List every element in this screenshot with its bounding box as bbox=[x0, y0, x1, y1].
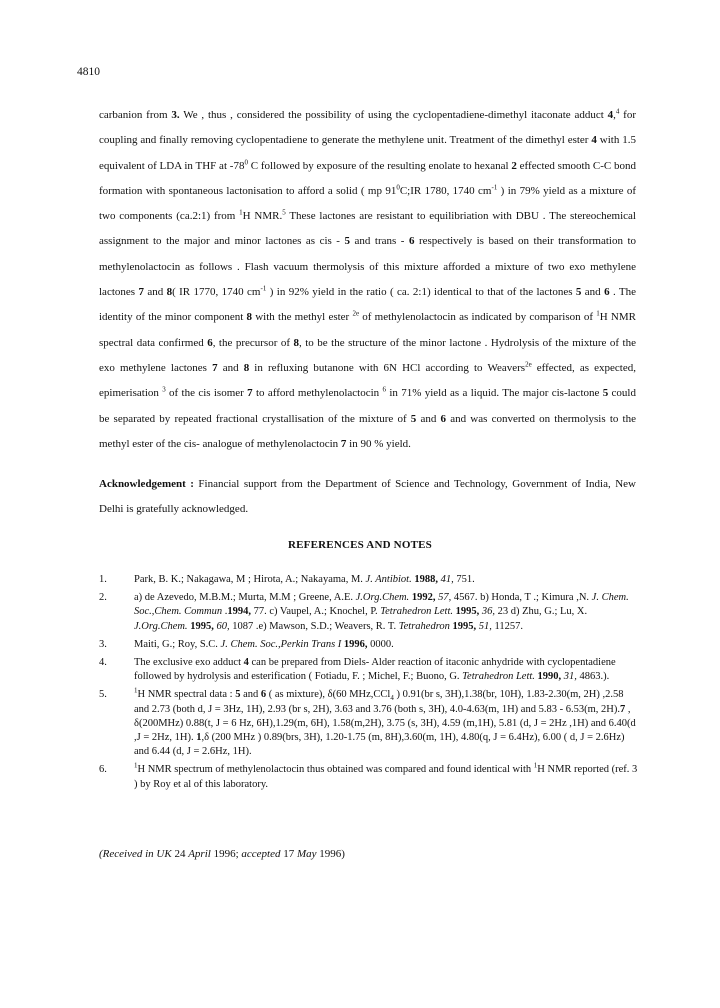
reference-item: 3. Maiti, G.; Roy, S.C. J. Chem. Soc.,Perkin Trans I 1996, 0000. bbox=[99, 638, 394, 650]
references-list bbox=[99, 573, 639, 796]
reference-item: 4. The exclusive exo adduct 4 can be prepared from Diels- Alder reaction of itaconic anhydride with cyclopentadiene followed by hydrolysis and esterification ( Fotiadu, F. ; Michel, F.; Buono, G. Tetrahedron Lett. 1990, 31, 4863.). bbox=[99, 657, 616, 683]
reference-item: 5. $^1$H NMR spectral data : 5 and 6 ( as mixture), δ(60 MHz,CCl$_4$ ) 0.91(br s, 3H),1.38(br, 10H), 1.83-2.30(m, 2H) ,2.58 and 2.73 (both d, J = 3Hz, 1H), 2.93 (br s, 2H), 3.63 and 3.76 (both s, 3H), 4.0-4.63(m, 1H) and 5.83 - 6.53(m, 2H).7 , δ(200MHz) 0.88(t, J = 6 Hz, 6H),1.29(m, 6H), 1.58(m,2H), 3.75 (s, 3H), 4.59 (m,1H), 5.81 (d, J = 2Hz ,1H) and 6.40(d ,J = 2Hz, 1H). 1,δ (200 MHz ) 0.89(brs, 3H), 1.20-1.75 (m, 8H),3.60(m, 1H), 4.80(q, J = 6.4Hz), 6.00 ( d, J = 2.6Hz) and 6.44 (d, J = 2.6Hz, 1H). bbox=[99, 686, 636, 758]
page-number: 4810 bbox=[77, 66, 100, 78]
acknowledgement: Acknowledgement : Financial support from the Department of Science and Technology, Government of India, New Delhi is gratefully acknowledged. bbox=[99, 478, 636, 515]
received-note: (Received in UK 24 April 1996; accepted 17 May 1996) bbox=[99, 848, 345, 860]
references-heading: REFERENCES AND NOTES bbox=[288, 539, 432, 551]
reference-item: 2. a) de Azevedo, M.B.M.; Murta, M.M ; Greene, A.E. J.Org.Chem. 1992, 57, 4567. b) Honda, T .; Kimura ,N. J. Chem. Soc.,Chem. Commun .1994, 77. c) Vaupel, A.; Knochel, P. Tetrahedron Lett. 1995, 36, 23 d) Zhu, G.; Lu, X. J.Org.Chem. 1995, 60, 1087 .e) Mawson, S.D.; Weavers, R. T. Tetrahedron 1995, 51, 11257. bbox=[99, 592, 629, 632]
reference-item: 6. $^1$H NMR spectrum of methylenolactocin thus obtained was compared and found identical with $^1$H NMR reported (ref. 3 ) by Roy et al of this laboratory. bbox=[99, 761, 638, 790]
reference-item: 1. Park, B. K.; Nakagawa, M ; Hirota, A.; Nakayama, M. J. Antibiot. 1988, 41, 751. bbox=[99, 574, 475, 585]
body-paragraph: carbanion from 3. We , thus , considered the possibility of using the cyclopentadiene-dimethyl itaconate adduct 4,$^4$ for coupling and finally removing cyclopentadiene to generate the methylene unit. Treatment of the dimethyl ester 4 with 1.5 equivalent of LDA in THF at $-78^0$ C followed by exposure of the resulting enolate to hexanal 2 effected smooth C-C bond formation with spontaneous lactonisation to afford a solid ( mp $91^0C;IR$ 1780, 1740 $cm^{-1}$ ) in 79% yield as a mixture of two components (ca.2:1) from $^1$H NMR.$^5$ These lactones are resistant to equilibriation with DBU . The stereochemical assignment to the major and minor lactones as cis - 5 and trans - 6 respectively is based on their transformation to methylenolactocin as follows . Flash vacuum thermolysis of this mixture afforded a mixture of two exo methylene lactones 7 and 8( IR 1770, 1740 $cm^{-1}$ ) in 92% yield in the ratio ( ca. 2:1) identical to that of the lactones 5 and 6 . The identity of the minor component 8 with the methyl ester $^{2e}$ of methylenolactocin as indicated by comparison of $^1$H NMR spectral data confirmed 6, the precursor of 8, to be the structure of the minor lactone . Hydrolysis of the mixture of the exo methylene lactones 7 and 8 in refluxing butanone with 6N HCl according to Weavers$^{2e}$ effected, as expected, epimerisation $^3$ of the cis isomer 7 to afford methylenolactocin $^6$ in 71% yield as a liquid. The major cis-lactone 5 could be separated by repeated fractional crystallisation of the mixture of 5 and 6 and was converted on thermolysis to the methyl ester of the cis- analogue of methylenolactocin 7 in 90 % yield. bbox=[99, 107, 637, 450]
